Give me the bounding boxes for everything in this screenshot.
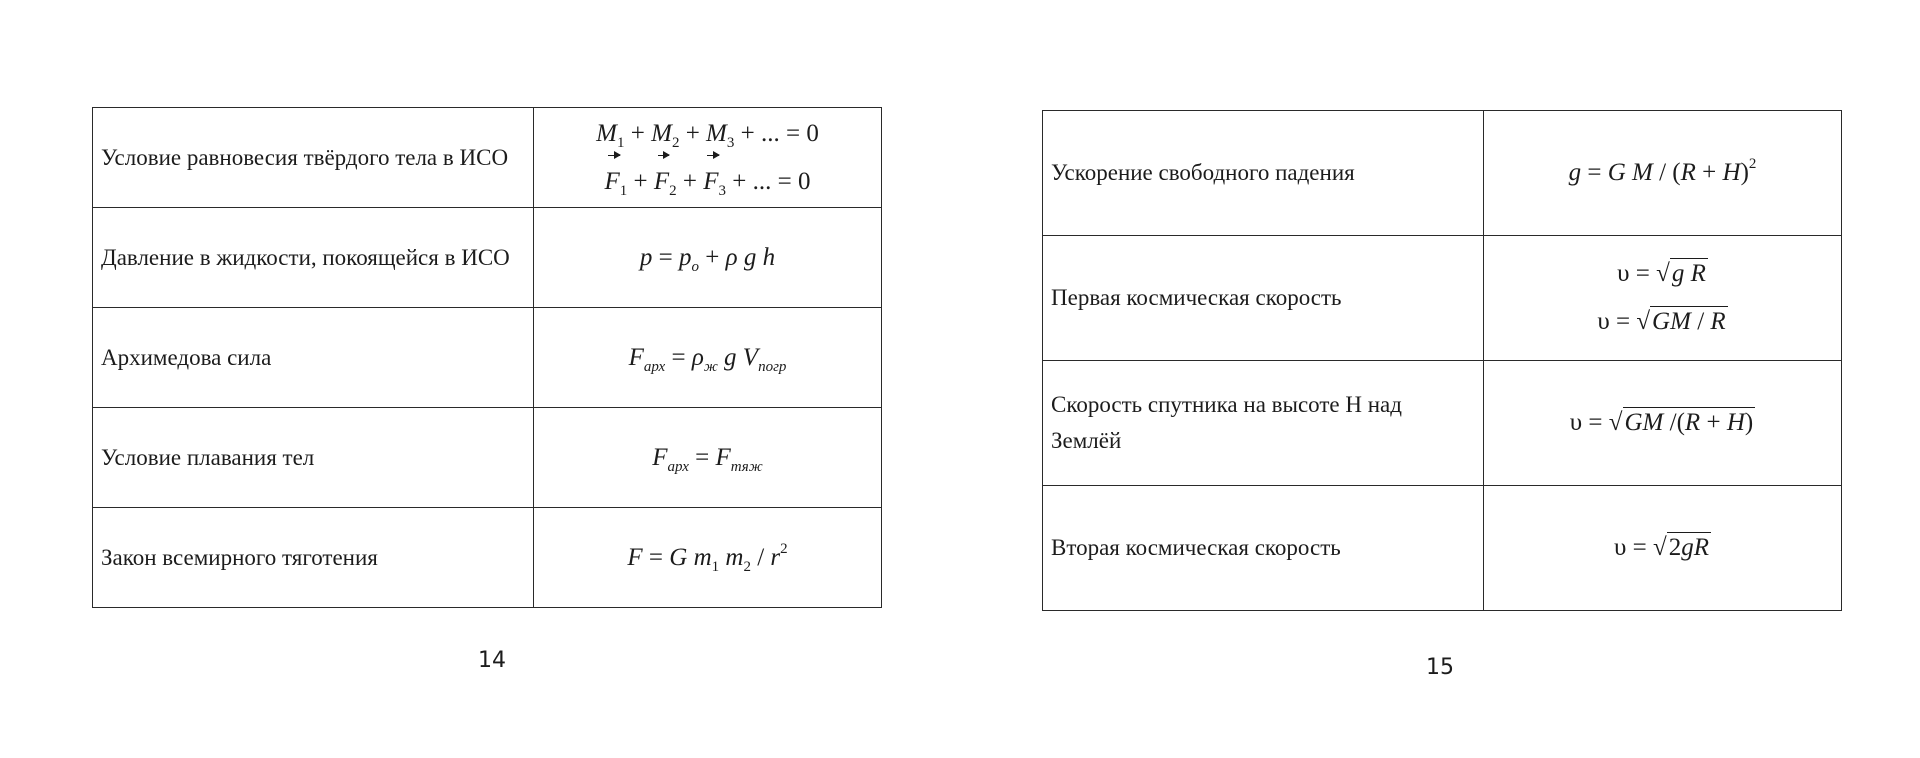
- table-row: [93, 508, 882, 608]
- table-row: [93, 208, 882, 308]
- table-row: [93, 308, 882, 408]
- formula-moments: $M_1 + M_2 + M_3$ + ... = 0: [596, 119, 819, 151]
- formula-first-cosmic-1: υ = √g R: [1617, 260, 1706, 287]
- law-name: Давление в жидкости, покоящейся в ИСО: [93, 208, 534, 308]
- formula-table-right: [1042, 110, 1842, 611]
- formula-cell: [1484, 486, 1842, 611]
- law-name: Вторая космическая скорость: [1043, 486, 1484, 611]
- formula-cell: [534, 508, 882, 608]
- formula-floating: $F_{арх} = F_{тяж}$: [652, 443, 763, 475]
- formula-cell: [1484, 361, 1842, 486]
- law-name: Архимедова сила: [93, 308, 534, 408]
- page-number: 15: [1426, 655, 1454, 680]
- law-name: Условие равновесия твёрдого тела в ИСО: [93, 108, 534, 208]
- formula-pressure: $p = p_o + \rho$ g h: [639, 243, 776, 275]
- table-row: [1043, 236, 1842, 361]
- table-row: [93, 408, 882, 508]
- formula-satellite-speed: υ = √GM /(R + H): [1569, 409, 1754, 436]
- formula-cell: [534, 208, 882, 308]
- table-row: [1043, 486, 1842, 611]
- law-name: Первая космическая скорость: [1043, 236, 1484, 361]
- table-row: [1043, 361, 1842, 486]
- law-name: Закон всемирного тяготения: [93, 508, 534, 608]
- law-name: Условие плавания тел: [93, 408, 534, 508]
- formula-cell: [534, 108, 882, 208]
- formula-forces: $F_1 + F_2 + F_3$ + ... = 0: [534, 158, 881, 206]
- formula-first-cosmic-2: υ = √GM / R: [1597, 308, 1726, 335]
- formula-cell: [534, 408, 882, 508]
- law-name: Ускорение свободного падения: [1043, 111, 1484, 236]
- table-row: [93, 108, 882, 208]
- formula-table-left: [92, 107, 882, 608]
- formula-free-fall: g = G $M / (R + H)^2$: [1568, 156, 1757, 186]
- formula-cell: [534, 308, 882, 408]
- formula-second-cosmic: υ = √2gR: [1614, 534, 1709, 561]
- formula-cell: [1484, 236, 1842, 361]
- right-page: [960, 0, 1920, 758]
- table-row: [1043, 111, 1842, 236]
- formula-gravitation: F = G $m_1$ $m_2 / r^2$: [627, 540, 788, 575]
- law-name: Скорость спутника на высоте H над Землёй: [1043, 361, 1484, 486]
- page-number: 14: [478, 648, 506, 673]
- formula-cell: [1484, 111, 1842, 236]
- formula-archimedes: $F_{арх} = \rho_ж$ g $V_{погр}$: [628, 343, 787, 375]
